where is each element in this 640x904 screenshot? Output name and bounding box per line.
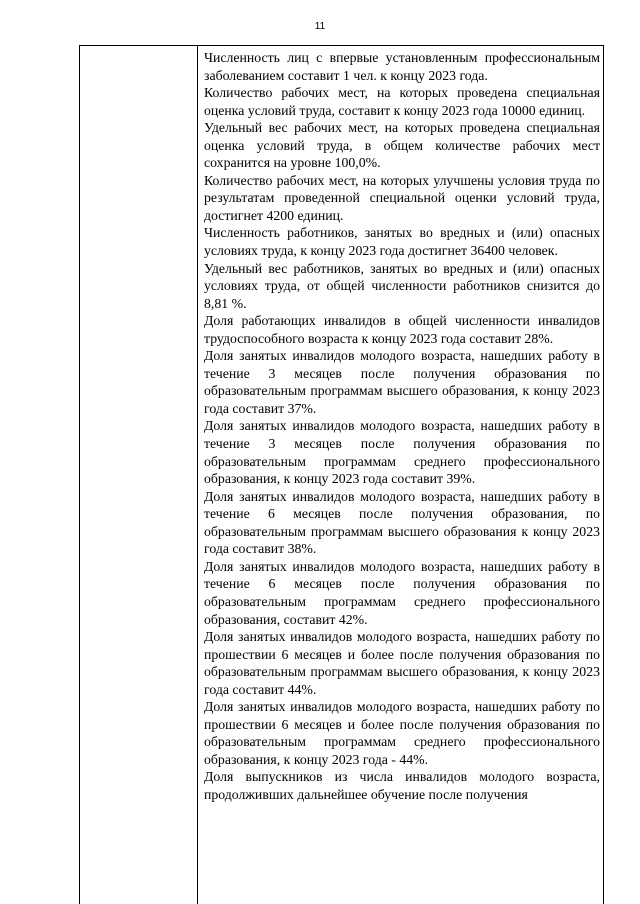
paragraph: Удельный вес рабочих мест, на которых проведена специальная оценка условий труда, в общем количестве рабочих мест сохранится на уровне 100,0%.: [204, 120, 600, 171]
paragraph: Доля выпускников из числа инвалидов молодого возраста, продолживших дальнейшее обучение после получения: [204, 769, 600, 802]
paragraph: Численность лиц с впервые установленным профессиональным заболеванием составит 1 чел. к концу 2023 года.: [204, 50, 600, 83]
paragraph: Доля работающих инвалидов в общей численности инвалидов трудоспособного возраста к концу 2023 года составит 28%.: [204, 313, 600, 346]
table-right-column: [204, 49, 600, 804]
table-left-column: [80, 46, 198, 904]
paragraph: Доля занятых инвалидов молодого возраста, нашедших работу по прошествии 6 месяцев и более после получения образования по образовательным программам среднего профессионального образования, к концу 2023 года - 44%.: [204, 699, 600, 767]
paragraph: Доля занятых инвалидов молодого возраста, нашедших работу в течение 6 месяцев после получения образования, по образовательным программам высшего образования к концу 2023 года составит 38%.: [204, 488, 600, 557]
document-table: [79, 45, 604, 904]
paragraph: Доля занятых инвалидов молодого возраста, нашедших работу в течение 3 месяцев после получения образования по образовательным программам высшего образования, к концу 2023 года составит 37%.: [204, 348, 600, 416]
paragraph: Количество рабочих мест, на которых проведена специальная оценка условий труда, составит к концу 2023 года 10000 единиц.: [204, 85, 600, 118]
page-number: 11: [314, 21, 326, 32]
paragraph: Количество рабочих мест, на которых улучшены условия труда по результатам проведенной специальной оценки условий труда, достигнет 4200 единиц.: [204, 172, 600, 223]
paragraph: Удельный вес работников, занятых во вредных и (или) опасных условиях труда, от общей численности работников снизится до 8,81 %.: [204, 260, 600, 311]
paragraph: Доля занятых инвалидов молодого возраста, нашедших работу по прошествии 6 месяцев и более после получения образования по образовательным программам высшего образования, к концу 2023 года составит 44%.: [204, 629, 600, 697]
paragraph: Доля занятых инвалидов молодого возраста, нашедших работу в течение 6 месяцев после получения образования по образовательным программам среднего профессионального образования, составит 42%.: [204, 558, 600, 627]
paragraph: Численность работников, занятых во вредных и (или) опасных условиях труда, к концу 2023 года достигнет 36400 человек.: [204, 225, 600, 259]
paragraph: Доля занятых инвалидов молодого возраста, нашедших работу в течение 3 месяцев после получения образования по образовательным программам среднего профессионального образования, к концу 2023 года составит 39%.: [204, 418, 600, 487]
